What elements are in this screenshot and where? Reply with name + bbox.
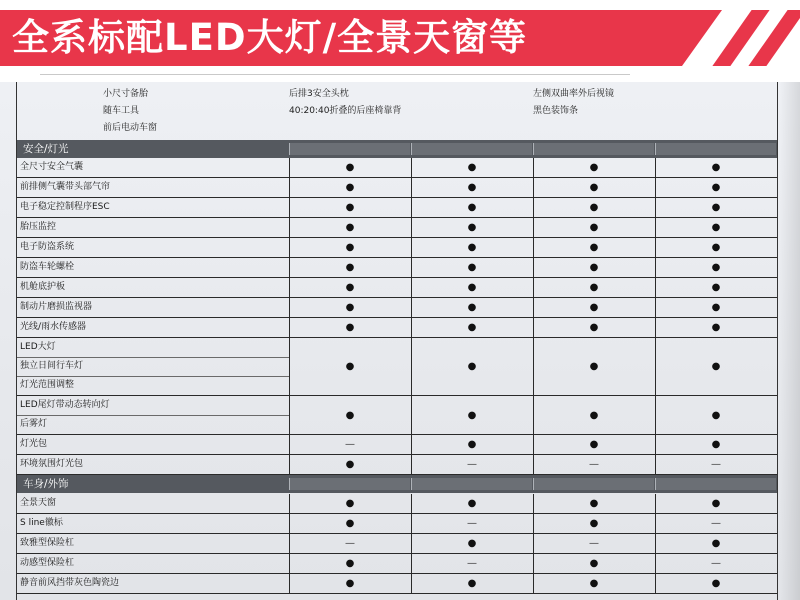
equipment-item: 小尺寸备胎	[103, 89, 149, 99]
standard-equipment-mark: ●	[345, 262, 355, 273]
standard-equipment-mark: ●	[711, 222, 721, 233]
table-row	[17, 514, 777, 534]
standard-equipment-mark: ●	[467, 302, 477, 313]
standard-equipment-mark: ●	[345, 558, 355, 569]
standard-equipment-mark: ●	[711, 578, 721, 589]
table-row	[17, 158, 777, 178]
feature-label: 独立日间行车灯	[20, 361, 84, 371]
section-header-safety-lights	[17, 140, 777, 158]
spec-table	[16, 82, 778, 600]
equipment-item: 黑色装饰条	[533, 106, 579, 116]
section-header-body-exterior	[17, 475, 777, 493]
standard-equipment-mark: ●	[467, 409, 477, 421]
table-row	[17, 396, 777, 435]
table-row	[17, 238, 777, 258]
standard-equipment-mark: ●	[711, 322, 721, 333]
feature-label: 光线/雨水传感器	[20, 322, 87, 332]
table-row	[17, 554, 777, 574]
standard-equipment-mark: ●	[589, 242, 599, 253]
trim-column-header	[411, 143, 532, 155]
standard-equipment-mark: ●	[345, 498, 355, 509]
standard-equipment-mark: ●	[589, 282, 599, 293]
table-row	[17, 178, 777, 198]
feature-label: LED尾灯带动态转向灯	[20, 400, 110, 410]
equipment-item: 后排3安全头枕	[289, 89, 349, 99]
trim-column-header	[411, 478, 532, 490]
equipment-item: 左侧双曲率外后视镜	[533, 89, 615, 99]
trim-column-header	[655, 143, 776, 155]
feature-label: 制动片磨损监视器	[20, 302, 93, 312]
standard-equipment-mark: ●	[589, 558, 599, 569]
feature-label: 前排侧气囊带头部气帘	[20, 182, 111, 192]
feature-label: 胎压监控	[20, 222, 57, 232]
equipment-column-3	[533, 86, 614, 120]
standard-equipment-mark: ●	[345, 222, 355, 233]
standard-equipment-mark: ●	[345, 162, 355, 173]
standard-equipment-mark: ●	[467, 242, 477, 253]
standard-equipment-mark: ●	[467, 222, 477, 233]
feature-label: 静音前风挡带灰色陶瓷边	[20, 578, 120, 588]
trim-column-header	[533, 143, 654, 155]
sub-row-divider	[17, 415, 289, 416]
standard-equipment-mark: ●	[467, 578, 477, 589]
equipment-item: 随车工具	[103, 106, 140, 116]
standard-equipment-mark: ●	[345, 242, 355, 253]
feature-label: LED大灯	[20, 342, 56, 352]
standard-equipment-block	[17, 82, 777, 140]
not-available-mark: —	[589, 538, 599, 549]
standard-equipment-mark: ●	[467, 162, 477, 173]
feature-label: 电子稳定控制程序ESC	[20, 202, 110, 212]
standard-equipment-mark: ●	[467, 439, 477, 450]
equipment-item: 40:20:40折叠的后座椅靠背	[289, 106, 402, 116]
banner-underline	[40, 74, 630, 75]
banner-title: 全系标配LED大灯/全景天窗等	[12, 16, 528, 59]
equipment-item: 前后电动车窗	[103, 123, 158, 133]
feature-label: 动感型保险杠	[20, 558, 75, 568]
trim-column-header	[289, 478, 410, 490]
standard-equipment-mark: ●	[589, 222, 599, 233]
standard-equipment-mark: ●	[711, 162, 721, 173]
standard-equipment-mark: ●	[467, 282, 477, 293]
standard-equipment-mark: ●	[345, 302, 355, 313]
standard-equipment-mark: ●	[711, 361, 721, 372]
feature-label: S line徽标	[20, 518, 63, 528]
not-available-mark: —	[345, 439, 355, 450]
standard-equipment-mark: ●	[467, 322, 477, 333]
standard-equipment-mark: ●	[711, 282, 721, 293]
trim-column-header	[533, 478, 654, 490]
feature-label: 全尺寸安全气囊	[20, 162, 84, 172]
not-available-mark: —	[467, 459, 477, 470]
table-row	[17, 338, 777, 396]
standard-equipment-mark: ●	[467, 361, 477, 372]
not-available-mark: —	[711, 459, 721, 470]
spec-sheet-photo	[0, 82, 800, 600]
table-row	[17, 298, 777, 318]
standard-equipment-mark: ●	[345, 322, 355, 333]
standard-equipment-mark: ●	[711, 202, 721, 213]
equipment-column-2	[289, 86, 401, 120]
feature-label: 灯光包	[20, 439, 48, 449]
standard-equipment-mark: ●	[711, 262, 721, 273]
standard-equipment-mark: ●	[589, 302, 599, 313]
standard-equipment-mark: ●	[589, 262, 599, 273]
not-available-mark: —	[345, 538, 355, 549]
standard-equipment-mark: ●	[345, 409, 355, 421]
standard-equipment-mark: ●	[589, 162, 599, 173]
table-row	[17, 318, 777, 338]
feature-label: 环境氛围灯光包	[20, 459, 84, 469]
standard-equipment-mark: ●	[589, 182, 599, 193]
standard-equipment-mark: ●	[589, 202, 599, 213]
table-row	[17, 455, 777, 475]
feature-label: 机舱底护板	[20, 282, 66, 292]
standard-equipment-mark: ●	[711, 498, 721, 509]
standard-equipment-mark: ●	[345, 459, 355, 470]
not-available-mark: —	[467, 558, 477, 569]
table-row	[17, 218, 777, 238]
standard-equipment-mark: ●	[467, 498, 477, 509]
standard-equipment-mark: ●	[467, 262, 477, 273]
standard-equipment-mark: ●	[345, 202, 355, 213]
standard-equipment-mark: ●	[711, 538, 721, 549]
paper-shadow	[780, 82, 800, 600]
table-row	[17, 435, 777, 455]
standard-equipment-mark: ●	[345, 578, 355, 589]
standard-equipment-mark: ●	[589, 578, 599, 589]
trim-column-header	[655, 478, 776, 490]
standard-equipment-mark: ●	[345, 182, 355, 193]
standard-equipment-mark: ●	[467, 202, 477, 213]
standard-equipment-mark: ●	[467, 538, 477, 549]
feature-label: 灯光范围调整	[20, 380, 75, 390]
standard-equipment-mark: ●	[345, 361, 355, 372]
standard-equipment-mark: ●	[589, 518, 599, 529]
feature-label: 全景天窗	[20, 498, 57, 508]
section-title: 安全/灯光	[23, 143, 69, 155]
not-available-mark: —	[467, 518, 477, 529]
not-available-mark: —	[589, 459, 599, 470]
sub-row-divider	[17, 357, 289, 358]
table-row	[17, 258, 777, 278]
table-row	[17, 534, 777, 554]
table-row	[17, 278, 777, 298]
feature-label: 后雾灯	[20, 419, 48, 429]
not-available-mark: —	[711, 518, 721, 529]
standard-equipment-mark: ●	[711, 182, 721, 193]
standard-equipment-mark: ●	[711, 439, 721, 450]
feature-label: 致雅型保险杠	[20, 538, 75, 548]
standard-equipment-mark: ●	[467, 182, 477, 193]
standard-equipment-mark: ●	[589, 498, 599, 509]
standard-equipment-mark: ●	[711, 302, 721, 313]
standard-equipment-mark: ●	[345, 282, 355, 293]
standard-equipment-mark: ●	[711, 242, 721, 253]
feature-label: 防盗车轮螺栓	[20, 262, 75, 272]
standard-equipment-mark: ●	[711, 409, 721, 421]
header-banner	[0, 0, 800, 76]
sub-row-divider	[17, 376, 289, 377]
standard-equipment-mark: ●	[589, 439, 599, 450]
section-title: 车身/外饰	[23, 478, 69, 490]
table-row	[17, 574, 777, 594]
table-row	[17, 198, 777, 218]
table-row	[17, 494, 777, 514]
standard-equipment-mark: ●	[589, 361, 599, 372]
not-available-mark: —	[711, 558, 721, 569]
standard-equipment-mark: ●	[589, 409, 599, 421]
standard-equipment-mark: ●	[345, 518, 355, 529]
feature-label: 电子防盗系统	[20, 242, 75, 252]
standard-equipment-mark: ●	[589, 322, 599, 333]
trim-column-header	[289, 143, 410, 155]
equipment-column-1	[103, 86, 157, 137]
